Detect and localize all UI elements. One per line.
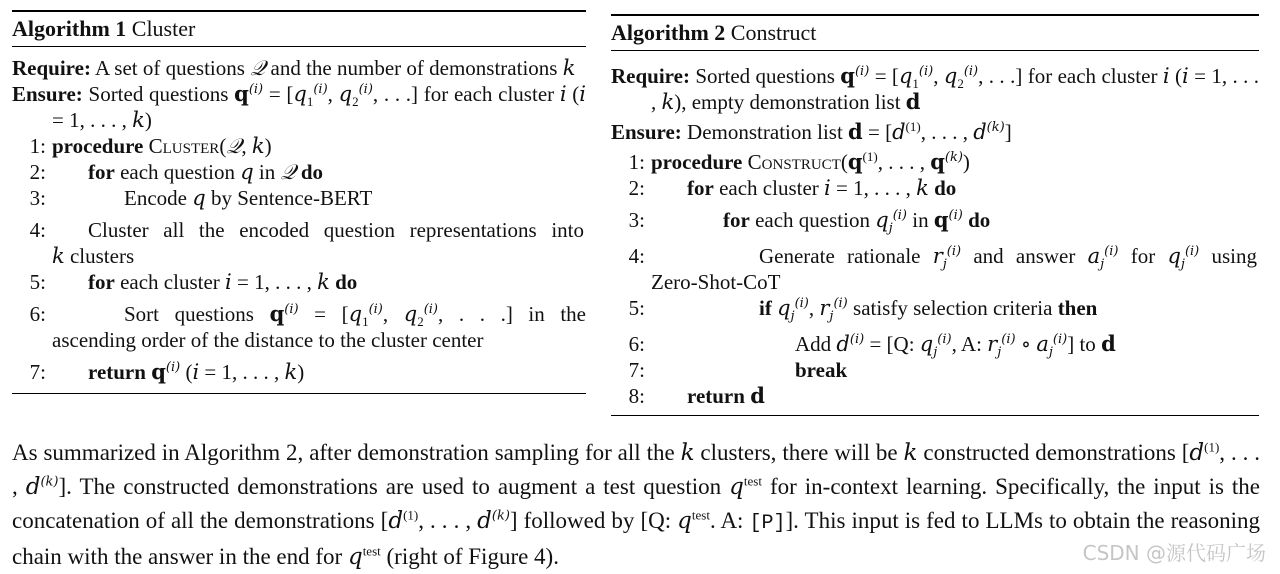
bottom-rule (12, 393, 586, 394)
watermark: CSDN @源代码广场 (1082, 541, 1266, 565)
ensure-line: Ensure: Sorted questions $q^{(i)} = [q_1^{(i)}$, $q_2^{(i)}$, . . .] for each cluster i (i = 1, . . . , k) (12, 81, 587, 132)
alg2-step-3: 3: for each question $q_j^{(i)}$ in $q^{(i)}$ do (628, 207, 991, 237)
ensure-label: Ensure: (12, 82, 83, 106)
body-paragraph: As summarized in Algorithm 2, after demonstration sampling for all the k clusters, there will be k constructed demonstrations [$d^{(1)}$, . . . , $d^{(k)}$]. The constructed demonstrations are used to augment a test question $q^{test}$ for in-context learning. Specifically, the input is the concatenation of all the demonstrations [$d^{(1)}$, . . . , $d^{(k)}$] followed by [Q: $q^{test}$. A: [P]]. This input is fed to LLMs to obtain the reasoning chain with the answer in the end for $q^{test}$ (right of Figure 4). (12, 439, 1261, 570)
alg2-step-5: 5: if $q_j^{(i)}$, $r_j^{(i)}$ satisfy selection criteria then (628, 296, 1098, 325)
algorithm-1-box (12, 10, 586, 394)
ensure-label: Ensure: (611, 120, 682, 144)
algorithm-1-label: Algorithm 1 (12, 16, 127, 41)
alg1-step-4: 4: Cluster all the encoded question representations into k clusters (29, 218, 584, 268)
alg1-step-1: 1: procedure Cluster(𝒬, k) (29, 134, 272, 158)
alg2-step-4: 4: Generate rationale $r_j^{(i)}$ and answer $a_j^{(i)}$ for $q_j^{(i)}$ using Zero-Shot-CoT (628, 244, 1257, 294)
bottom-rule (611, 415, 1259, 416)
require-label: Require: (611, 64, 690, 88)
alg2-step-2: 2: for each cluster i = 1, . . . , k do (628, 176, 957, 200)
algorithm-2-name: Construct (730, 20, 817, 45)
alg2-step-7: 7: break (628, 358, 848, 382)
alg1-step-3: 3: Encode q by Sentence-BERT (29, 186, 373, 210)
alg1-step-2: 2: for each question q in 𝒬 do (29, 160, 324, 184)
algorithm-2-title (611, 16, 1259, 50)
alg1-step-7: 7: return $q^{(i)}$ (i = 1, . . . , k) (29, 359, 305, 384)
ensure-line: Ensure: Demonstration list $d = [d^{(1)}$, . . . , $d^{(k)}$] (611, 119, 1012, 144)
alg2-step-6: 6: Add $d^{(i)} = [Q$: $q_j^{(i)}$, A: $r_j^{(i)}$ ∘ $a_j^{(i)}$] to d (628, 331, 1116, 361)
algorithm-1-title (12, 12, 586, 46)
alg1-step-5: 5: for each cluster i = 1, . . . , k do (29, 270, 358, 294)
alg2-step-1: 1: procedure $Construct(q^{(1)}$, . . . , $q^{(k)}$) (628, 149, 970, 174)
require-line: Require: A set of questions 𝒬 and the number of demonstrations k (12, 56, 576, 80)
alg1-step-6: 6: Sort questions $q^{(i)} = [q_1^{(i)}$, $q_2^{(i)}$, . . .] in the ascending order of the distance to the cluster center (29, 301, 587, 352)
algorithm-1-name: Cluster (131, 16, 196, 41)
alg2-step-8: 8: return d (628, 383, 765, 408)
algorithm-2-box (611, 14, 1259, 416)
require-line: Require: Sorted questions $q^{(i)} = [q_1^{(i)}$, $q_2^{(i)}$, . . .] for each cluster i (i = 1, . . . , k), empty demonstration list d (611, 63, 1260, 114)
algorithm-2-label: Algorithm 2 (611, 20, 726, 45)
require-label: Require: (12, 56, 91, 80)
